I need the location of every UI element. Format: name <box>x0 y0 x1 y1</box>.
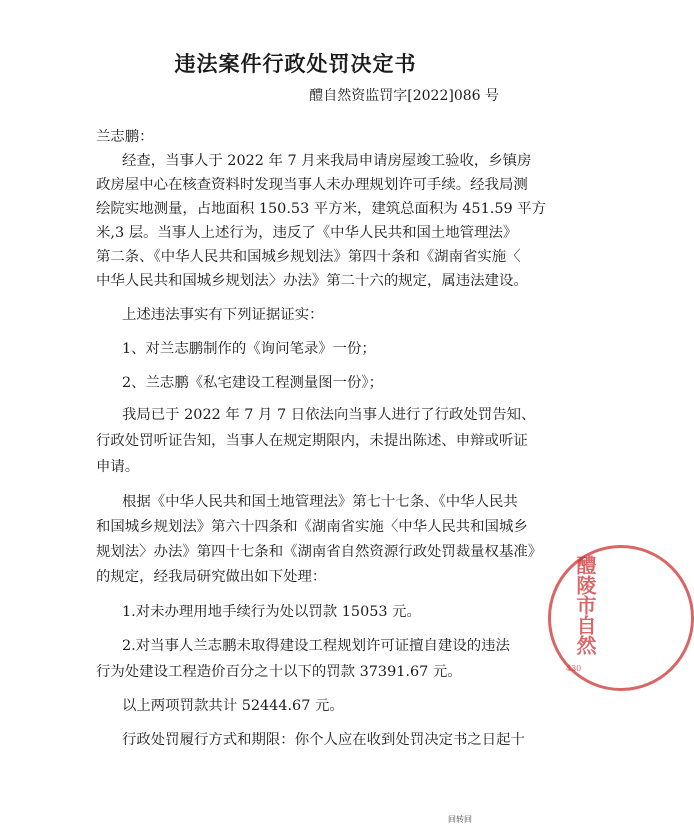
body-line: 我局已于 2022 年 7 月 7 日依法向当事人进行了行政处罚告知、 <box>122 407 536 423</box>
body-line: 根据《中华人民共和国土地管理法》第七十七条、《中华人民共 <box>122 494 518 510</box>
body-line: 的规定，经我局研究做出如下处理： <box>96 569 327 585</box>
body-line: 申请。 <box>96 459 140 475</box>
evidence-item: 2、兰志鹏《私宅建设工程测量图一份》； <box>122 375 383 391</box>
body-line: 政房屋中心在核查资料时发现当事人未办理规划许可手续。经我局测 <box>96 177 528 193</box>
document-title: 违法案件行政处罚决定书 <box>174 51 417 76</box>
body-line: 上述违法事实有下列证据证实： <box>122 307 324 323</box>
body-line: 行政处罚听证告知，当事人在规定期限内，未提出陈述、申辩或听证 <box>96 433 528 449</box>
page-footer-mark: 回转回 <box>448 815 472 824</box>
body-line: 行政处罚履行方式和期限：你个人应在收到处罚决定书之日起十 <box>122 732 525 748</box>
penalty-total: 以上两项罚款共计 52444.67 元。 <box>122 698 344 714</box>
evidence-item: 1、对兰志鹏制作的《询问笔录》一份； <box>122 341 376 357</box>
body-line: 中华人民共和国城乡规划法〉办法》第二十六的规定，属违法建设。 <box>96 273 528 289</box>
official-seal-code: 430 <box>566 664 582 673</box>
body-line: 和国城乡规划法》第六十四条和《湖南省实施〈中华人民共和国城乡 <box>96 519 528 535</box>
body-line: 规划法〉办法》第四十七条和《湖南省自然资源行政处罚裁量权基准》 <box>96 544 543 560</box>
penalty-item: 行为处建设工程造价百分之十以下的罚款 37391.67 元。 <box>96 664 462 680</box>
document-number: 醴自然资监罚字[2022]086 号 <box>309 88 499 104</box>
body-line: 米,3 层。当事人上述行为，违反了《中华人民共和国土地管理法》 <box>96 225 518 241</box>
penalty-item: 2.对当事人兰志鹏未取得建设工程规划许可证擅自建设的违法 <box>122 638 510 654</box>
body-line: 经查，当事人于 2022 年 7 月来我局申请房屋竣工验收，乡镇房 <box>122 153 532 169</box>
body-line: 绘院实地测量，占地面积 150.53 平方米，建筑总面积为 451.59 平方 <box>96 201 546 217</box>
penalty-item: 1.对未办理用地手续行为处以罚款 15053 元。 <box>122 604 421 620</box>
recipient-name: 兰志鹏： <box>96 129 154 145</box>
official-seal-text: 醴陵市自然 <box>573 555 597 655</box>
body-line: 第二条、《中华人民共和国城乡规划法》第四十条和《湖南省实施〈 <box>96 249 521 265</box>
